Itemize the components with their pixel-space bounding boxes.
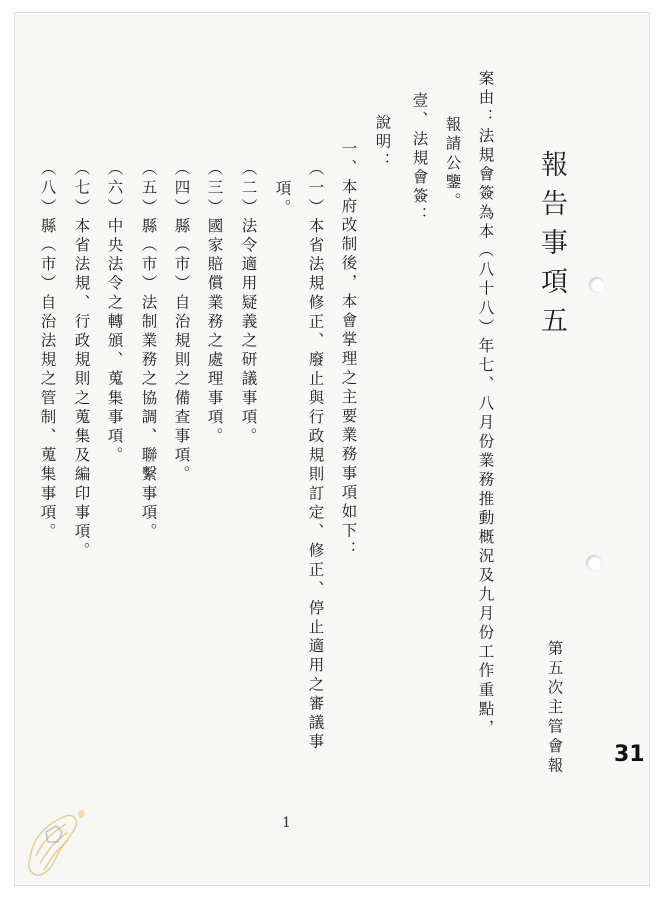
list-item: 項。 <box>273 180 292 219</box>
list-item: （六）中央法令之轉頒、蒐集事項。 <box>105 160 124 466</box>
punch-hole <box>586 555 602 571</box>
item-heading: 一、本府改制後，本會掌理之主要業務事項如下： <box>339 140 358 561</box>
meeting-name: 第五次主管會報 <box>545 640 564 777</box>
list-item: （一）本省法規修正、廢止與行政規則訂定、修正、停止適用之審議事 <box>306 160 325 753</box>
list-item: （四）縣（市）自治規則之備查事項。 <box>172 160 191 485</box>
list-item: （七）本省法規、行政規則之蒐集及編印事項。 <box>72 160 91 562</box>
page-number: 31 <box>614 742 645 767</box>
archive-watermark-logo <box>22 802 92 886</box>
list-item: （五）縣（市）法制業務之協調、聯繫事項。 <box>139 160 158 542</box>
subject-continuation: 報請公鑒。 <box>443 116 462 212</box>
list-item: （二）法令適用疑義之研議事項。 <box>239 160 258 447</box>
punch-hole <box>589 277 605 293</box>
page-marker: 1 <box>282 815 291 831</box>
list-item: （三）國家賠償業務之處理事項。 <box>205 160 224 447</box>
section-heading: 壹、法規會簽： <box>410 92 429 226</box>
subject-line: 案由：法規會簽為本（八十八）年七、八月份業務推動概況及九月份工作重點， <box>476 70 495 739</box>
list-item: （八）縣（市）自治法規之管制、蒐集事項。 <box>38 160 57 542</box>
report-title: 報告事項五 <box>536 150 567 345</box>
explanation-label: 說明： <box>373 114 392 172</box>
